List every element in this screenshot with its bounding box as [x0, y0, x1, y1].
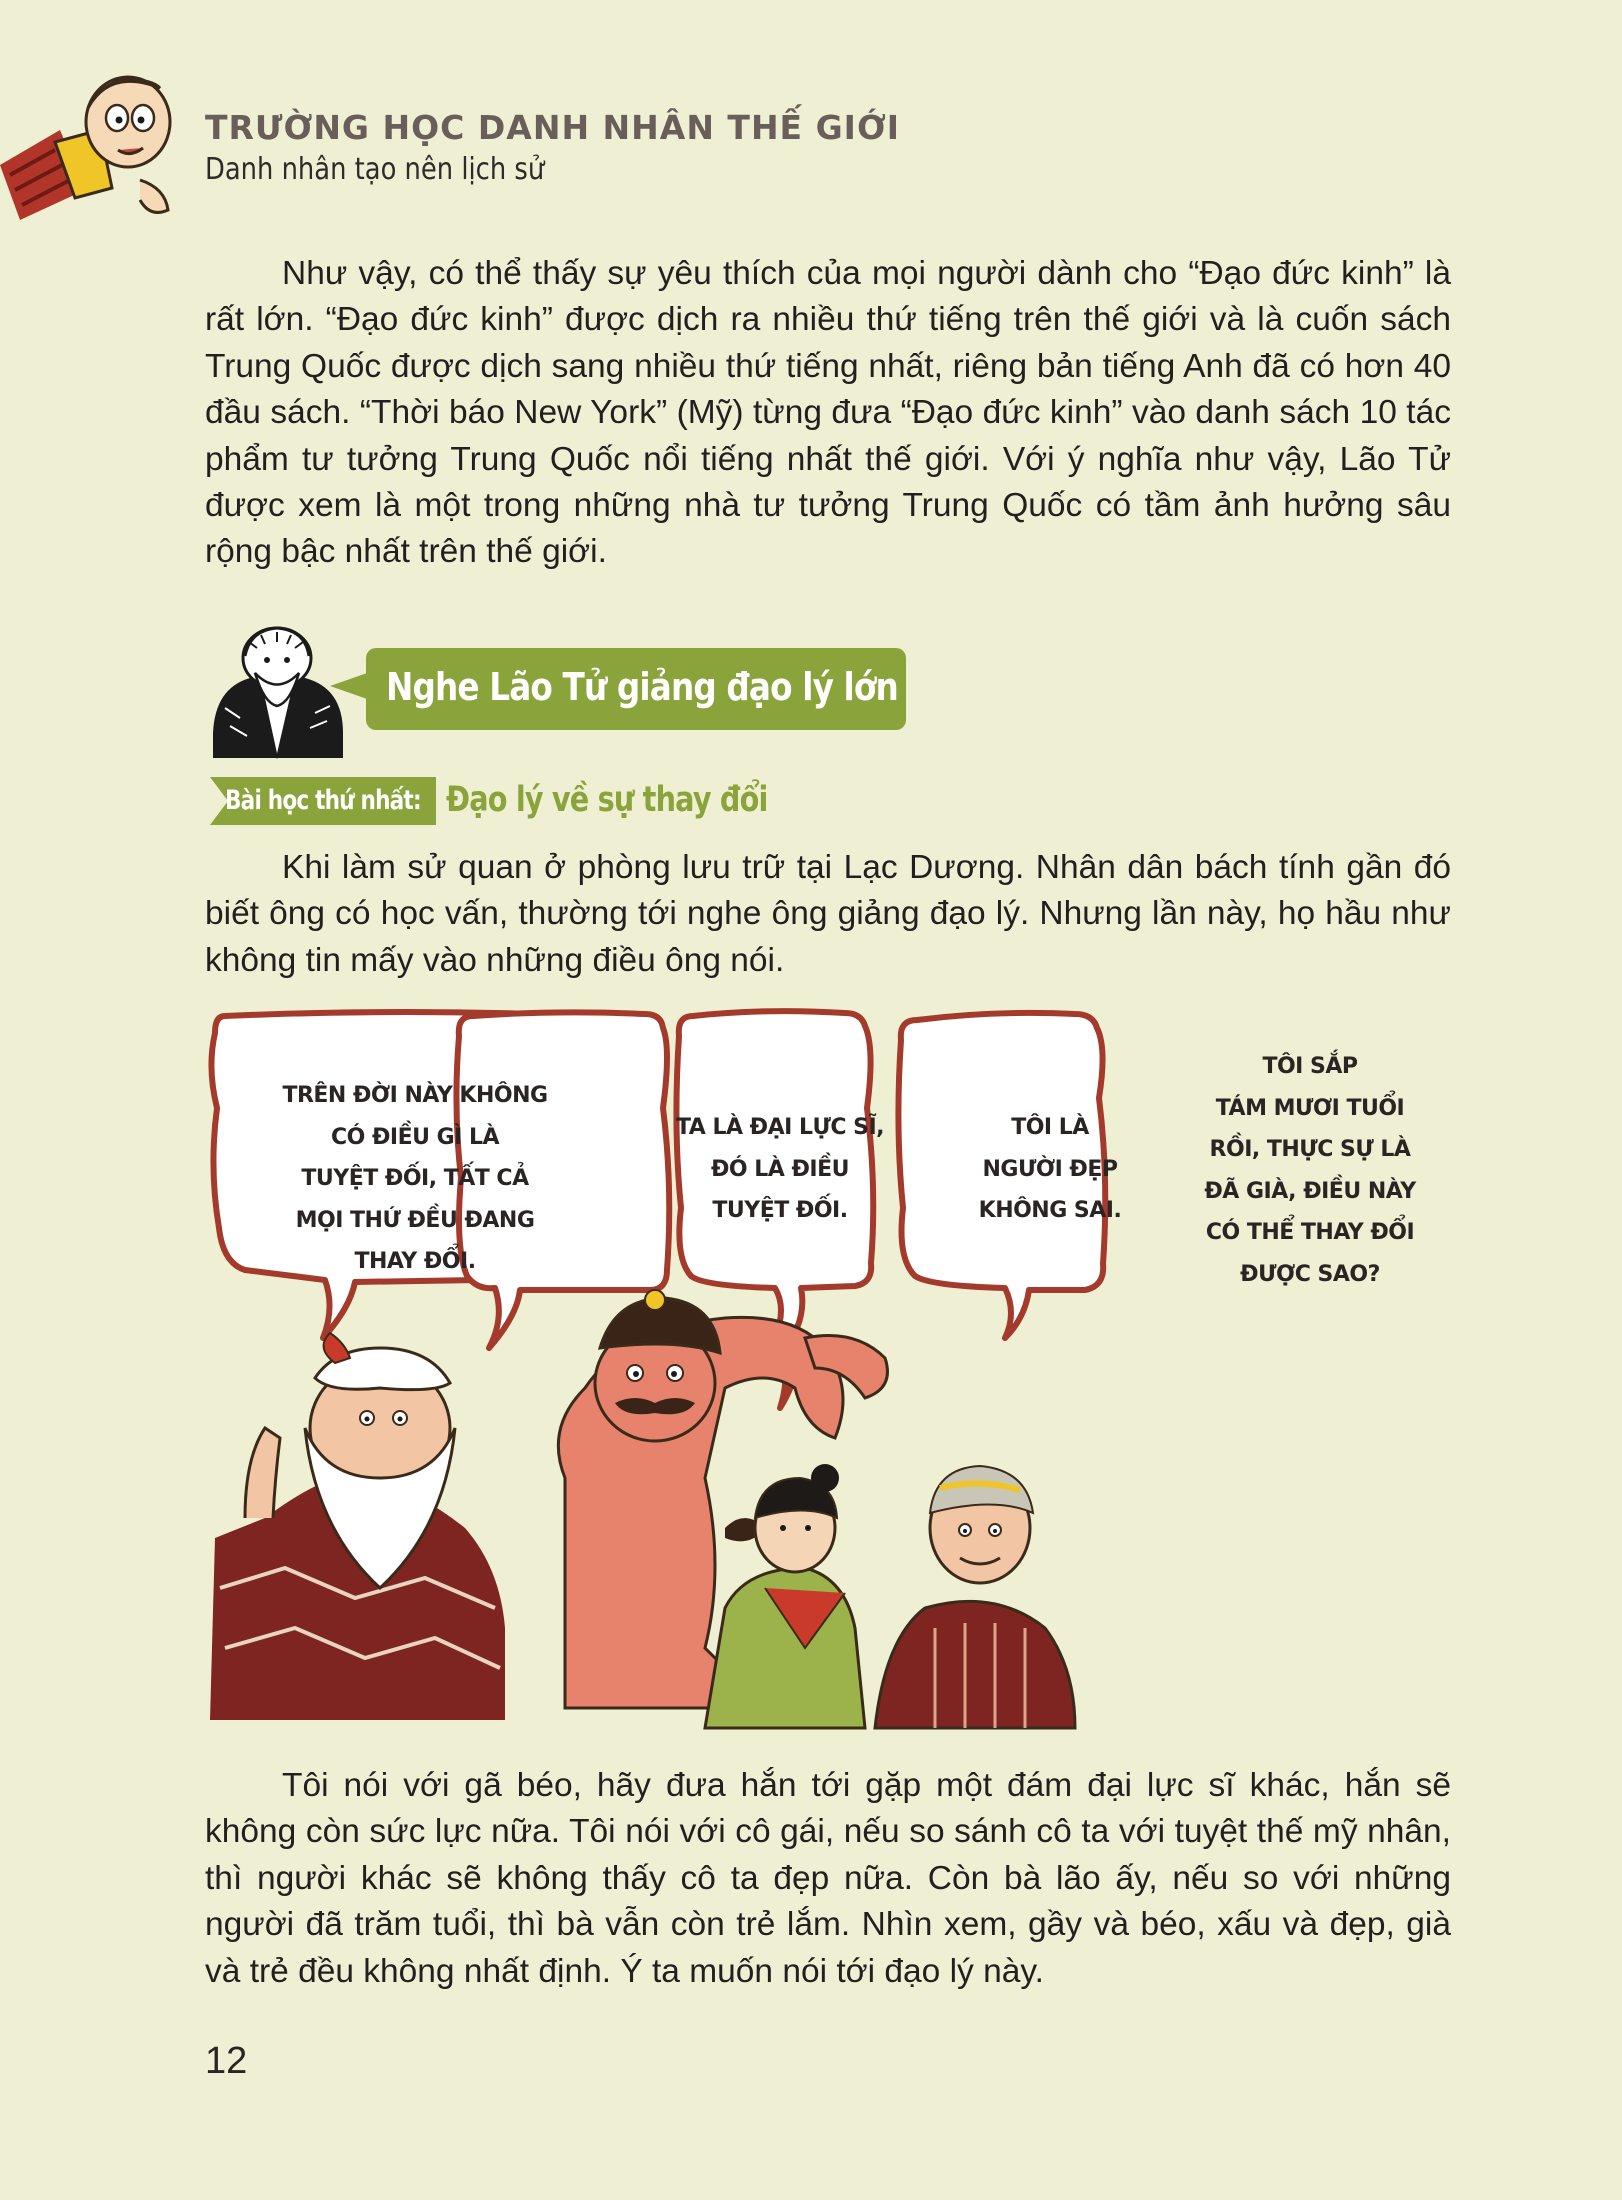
lesson-paragraph: Khi làm sử quan ở phòng lưu trữ tại Lạc Dương. Nhân dân bách tính gần đó biết ông có học vấn, thường tới nghe ông giảng đạo lý. Nhưng lần này, họ hầu như không tin mấy vào những điều ông nói. [205, 849, 1451, 979]
bubble-line: TUYỆT ĐỐI, TẤT CẢ [301, 1166, 529, 1191]
young-woman-character [705, 1464, 865, 1728]
old-woman-character [875, 1466, 1075, 1728]
bubble-line: NGƯỜI ĐẸP [982, 1156, 1118, 1182]
page-number: 12 [205, 2040, 248, 2082]
section-banner-tail [330, 672, 370, 700]
bubble-line: TÁM MƯƠI TUỔI [1215, 1095, 1405, 1121]
lesson-title: Đạo lý về sự thay đổi [446, 780, 768, 820]
bubble-line: KHÔNG SAI. [978, 1198, 1122, 1223]
lesson-tag-label: Bài học thứ nhất: [225, 785, 421, 816]
boy-mascot-illustration [0, 70, 185, 245]
speech-bubble-3-text [950, 1107, 1150, 1232]
bubble-line: CÓ ĐIỀU GÌ LÀ [330, 1124, 500, 1150]
bubble-line: CÓ THỂ THAY ĐỔI [1205, 1220, 1415, 1245]
bubble-line: ĐƯỢC SAO? [1240, 1261, 1380, 1287]
speech-bubble-1-text [250, 1075, 580, 1283]
bubble-line: TA LÀ ĐẠI LỰC SĨ, [675, 1115, 885, 1140]
bubble-line: ĐÃ GIÀ, ĐIỀU NÀY [1204, 1178, 1416, 1204]
bubble-line: TUYỆT ĐỐI. [712, 1198, 848, 1223]
speech-bubble-4-text [1190, 1046, 1430, 1295]
bubble-line: TRÊN ĐỜI NÀY KHÔNG [282, 1083, 548, 1108]
bubble-line: THAY ĐỔI. [354, 1249, 476, 1274]
book-subtitle: Danh nhân tạo nên lịch sử [205, 152, 545, 187]
sage-portrait-icon [205, 618, 350, 763]
bubble-line: ĐÓ LÀ ĐIỀU [710, 1156, 849, 1182]
series-title: TRƯỜNG HỌC DANH NHÂN THẾ GIỚI [205, 108, 901, 147]
bubble-line: TÔI SẮP [1262, 1054, 1358, 1079]
bubble-line: TÔI LÀ [1011, 1115, 1089, 1140]
bubble-line: RỒI, THỰC SỰ LÀ [1209, 1137, 1411, 1162]
intro-paragraph: Như vậy, có thể thấy sự yêu thích của mọi người dành cho “Đạo đức kinh” là rất lớn. “Đạo đức kinh” được dịch ra nhiều thứ tiếng trên thế giới và là cuốn sách Trung Quốc được dịch sang nhiều thứ tiếng nhất, riêng bản tiếng Anh đã có hơn 40 đầu sách. “Thời báo New York” (Mỹ) từng đưa “Đạo đức kinh” vào danh sách 10 tác phẩm tư tưởng Trung Quốc nổi tiếng nhất thế giới. Với ý nghĩa như vậy, Lão Tử được xem là một trong những nhà tư tưởng Trung Quốc có tầm ảnh hưởng sâu rộng bậc nhất trên thế giới. [205, 255, 1451, 571]
section-title: Nghe Lão Tử giảng đạo lý lớn [386, 665, 898, 709]
sage-character [210, 1333, 505, 1720]
closing-paragraph: Tôi nói với gã béo, hãy đưa hắn tới gặp một đám đại lực sĩ khác, hắn sẽ không còn sức lực nữa. Tôi nói với cô gái, nếu so sánh cô ta với tuyệt thế mỹ nhân, thì người khác sẽ không thấy cô ta đẹp nữa. Còn bà lão ấy, nếu so với những người đã trăm tuổi, thì bà vẫn còn trẻ lắm. Nhìn xem, gầy và béo, xấu và đẹp, già và trẻ đều không nhất định. Ý ta muốn nói tới đạo lý này. [205, 1767, 1451, 1990]
speech-bubble-2-text [660, 1107, 900, 1232]
bubble-line: MỌI THỨ ĐỀU ĐANG [295, 1207, 535, 1233]
